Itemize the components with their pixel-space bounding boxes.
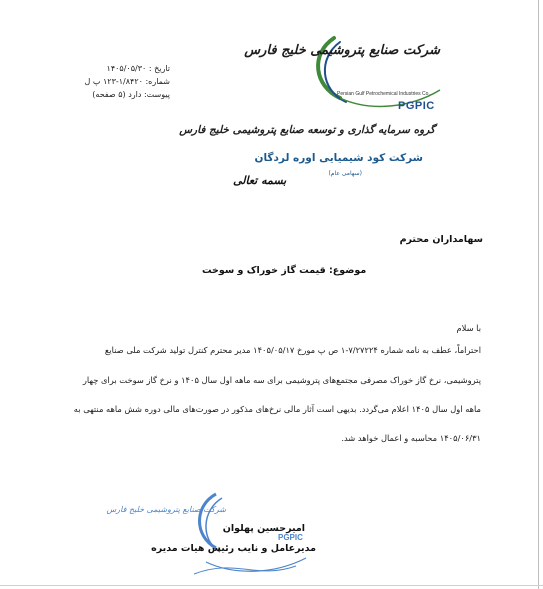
signatory-title: مدیرعامل و نایب رئیس هیات مدیره xyxy=(151,543,316,554)
company-name-arabic: شرکت صنایع پتروشیمی خلیج فارس xyxy=(244,43,440,58)
body-line-2: پتروشیمی، نرخ گاز خوراک مصرفی مجتمع‌های پتروشیمی برای سه ماهه اول سال ۱۴۰۵ و نرخ گاز سوخت برای چهار xyxy=(82,375,481,385)
group-title: گروه سرمایه گذاری و توسعه صنایع پتروشیمی خلیج فارس xyxy=(179,124,435,136)
recipient: سهامداران محترم xyxy=(399,234,483,245)
stamp-abbr-text: PGPIC xyxy=(278,533,303,542)
letter-meta xyxy=(70,62,170,101)
subsidiary-type: (سهامی عام) xyxy=(328,170,362,177)
letter-date: تاریخ : ۱۴۰۵/۰۵/۳۰ xyxy=(106,64,170,73)
letter-number: شماره: ۱/۸۴۲۰-۱۲۳ پ ل xyxy=(84,77,170,86)
page-right-border xyxy=(538,0,539,589)
stamp-company-text: شرکت صنایع پتروشیمی خلیج فارس xyxy=(106,505,226,514)
page-bottom-border xyxy=(0,585,543,586)
letter-attachment: پیوست: دارد (۵ صفحه) xyxy=(92,90,170,99)
company-name-english: Persian Gulf Petrochemical Industries Co. xyxy=(337,91,430,97)
bismillah: بسمه تعالی xyxy=(233,174,287,187)
subsidiary-name: شرکت کود شیمیایی اوره لردگان xyxy=(254,152,423,164)
company-abbreviation: PGPIC xyxy=(398,100,435,112)
signature-stamp-icon xyxy=(106,488,316,583)
company-logo xyxy=(244,28,450,138)
body-line-1: احتراماً، عطف به نامه شماره ۷/۲۷۲۲۴-۱ ص پ مورخ ۱۴۰۵/۰۵/۱۷ مدیر محترم کنترل تولید شرکت ملی صنایع xyxy=(104,345,481,355)
subject-line: موضوع: قیمت گاز خوراک و سوخت xyxy=(202,265,367,276)
greeting: با سلام xyxy=(456,323,481,333)
body-line-4: ۱۴۰۵/۰۶/۳۱ محاسبه و اعمال خواهد شد. xyxy=(341,433,481,443)
signatory-name: امیرحسین پهلوان xyxy=(222,523,305,534)
body-line-3: ماهه اول سال ۱۴۰۵ اعلام می‌گردد. بدیهی است آثار مالی نرخ‌های مذکور در صورت‌های مالی دوره شش ماهه منتهی به xyxy=(73,404,481,414)
